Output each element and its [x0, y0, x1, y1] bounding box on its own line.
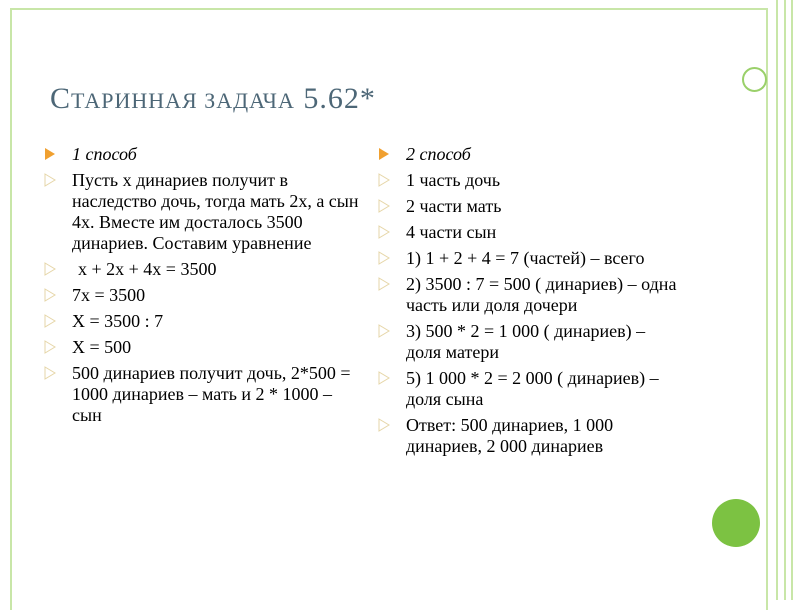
decor-circle-filled — [712, 499, 760, 547]
bullet-icon — [378, 324, 390, 338]
list-item-text: 7x = 3500 — [72, 285, 146, 305]
heading-text: 1 способ — [72, 144, 137, 164]
list-item — [378, 170, 678, 191]
decor-line — [784, 0, 786, 600]
decor-line — [791, 0, 793, 600]
list-item-text: 3) 500 * 2 = 1 000 ( динариев) –доля матери — [406, 321, 646, 362]
list-item-text: 1 часть дочь — [406, 170, 501, 190]
bullet-icon — [44, 340, 56, 354]
list-item — [44, 285, 362, 306]
list-item — [378, 274, 678, 316]
title-smallcaps: ТАРИННАЯ ЗАДАЧА — [71, 88, 295, 113]
method-2-heading — [378, 144, 678, 165]
list-item — [44, 311, 362, 332]
bullet-icon — [44, 173, 56, 187]
list-item-text: 500 динариев получит дочь, 2*500 = 1000 динариев – мать и 2 * 1000 – сын — [72, 363, 351, 425]
list-item — [378, 321, 678, 363]
bullet-icon — [44, 366, 56, 380]
list-item-text: 5) 1 000 * 2 = 2 000 ( динариев) –доля сына — [406, 368, 659, 409]
list-item-text: 4 части сын — [406, 222, 497, 242]
list-item-text: 1) 1 + 2 + 4 = 7 (частей) – всего — [406, 248, 645, 268]
decor-line — [776, 0, 778, 600]
bullet-icon — [378, 371, 390, 385]
method-1-heading — [44, 144, 362, 165]
list-item — [44, 259, 362, 280]
list-item-text: Пусть x динариев получит в наследство дочь, тогда мать 2x, а сын 4x. Вместе им досталось 3500 динариев. Составим уравнение — [72, 170, 359, 253]
bullet-icon — [378, 418, 390, 432]
bullet-icon — [378, 173, 390, 187]
bullet-icon — [378, 251, 390, 265]
list-item-text: Ответ: 500 динариев, 1 000 динариев, 2 000 динариев — [406, 415, 614, 456]
list-item-text: 2) 3500 : 7 = 500 ( динариев) – одна часть или доля дочери — [406, 274, 677, 315]
bullet-icon — [44, 288, 56, 302]
list-item — [44, 337, 362, 358]
bullet-icon — [378, 225, 390, 239]
list-item — [378, 248, 678, 269]
list-item — [378, 368, 678, 410]
list-item-text: x + 2x + 4x = 3500 — [78, 259, 217, 279]
method-2-column — [378, 144, 678, 462]
bullet-icon — [378, 277, 390, 291]
list-item — [44, 170, 362, 254]
title-first-letter: С — [50, 82, 72, 115]
decor-circle-outline — [742, 67, 767, 92]
list-item — [378, 415, 678, 457]
list-item — [44, 363, 362, 426]
title-number: 5.62* — [303, 82, 376, 115]
list-item — [378, 196, 678, 217]
orange-bullet-icon — [44, 147, 56, 161]
list-item — [378, 222, 678, 243]
list-item-text: 2 части мать — [406, 196, 502, 216]
slide-title — [50, 82, 376, 116]
list-item-text: X = 500 — [72, 337, 132, 357]
orange-bullet-icon — [378, 147, 390, 161]
bullet-icon — [44, 314, 56, 328]
bullet-icon — [378, 199, 390, 213]
heading-text: 2 способ — [406, 144, 471, 164]
bullet-icon — [44, 262, 56, 276]
list-item-text: X = 3500 : 7 — [72, 311, 164, 331]
method-1-column — [44, 144, 362, 431]
